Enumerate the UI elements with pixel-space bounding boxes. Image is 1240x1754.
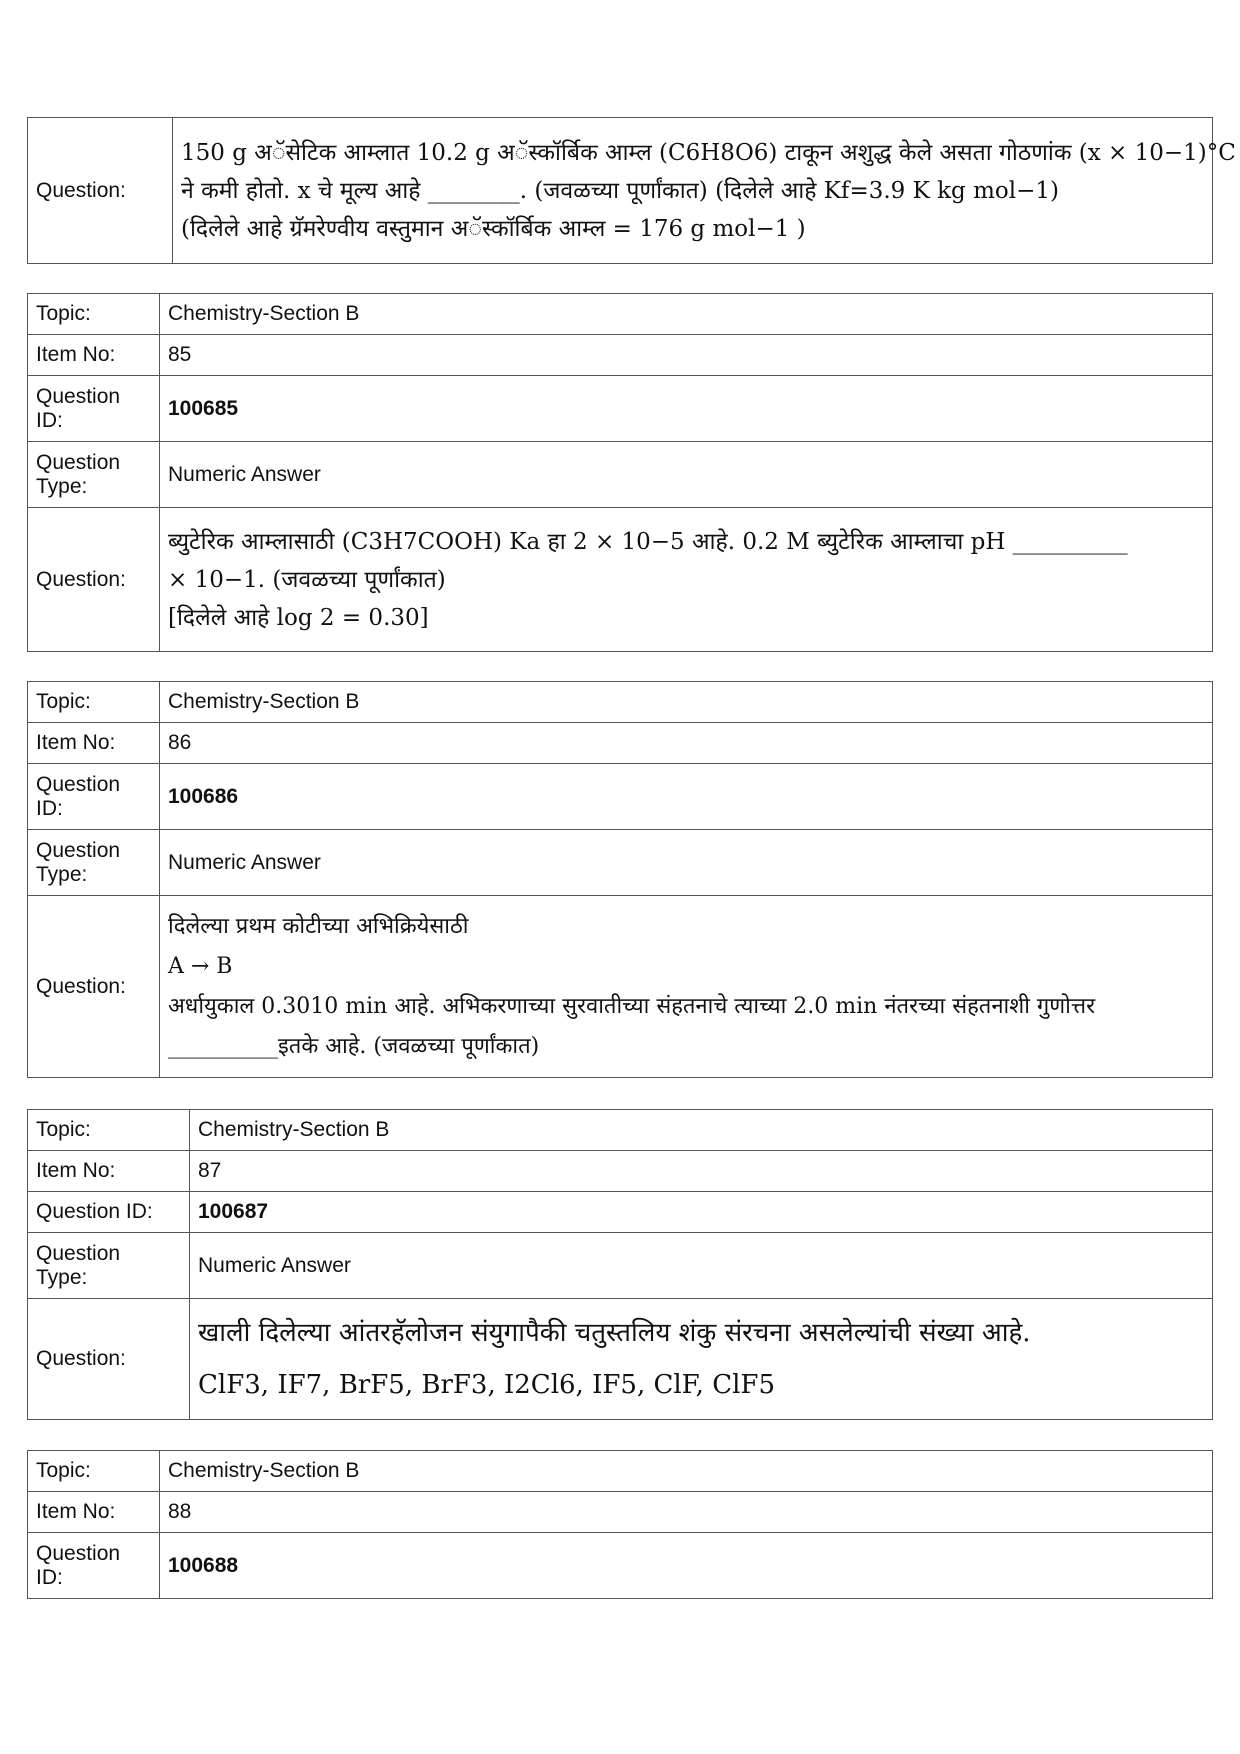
question-line: (दिलेले आहे ग्रॅमरेण्वीय वस्तुमान अॅस्कॉर्बिक आम्ल = 176 g mol−1 ): [181, 215, 806, 242]
item-no-value: 85: [160, 335, 1213, 376]
question-block-86: [27, 681, 1213, 1078]
question-block-88: [27, 1450, 1213, 1599]
item-no-value: 87: [190, 1151, 1213, 1192]
question-type-label: Question Type:: [28, 1233, 190, 1299]
question-type-label: Question Type:: [28, 830, 160, 896]
question-id-value: 100687: [190, 1192, 1213, 1233]
question-line: [दिलेले आहे log 2 = 0.30]: [168, 604, 429, 631]
question-line: ब्युटेरिक आम्लासाठी (C3H7COOH) Ka हा 2 × 10−5 आहे. 0.2 M ब्युटेरिक आम्लाचा pH __________: [168, 528, 1128, 555]
question-line: ने कमी होतो. x चे मूल्य आहे ________. (जवळच्या पूर्णांकात) (दिलेले आहे Kf=3.9 K kg mol−1): [181, 177, 1059, 204]
topic-label: Topic:: [28, 682, 160, 723]
question-text: [160, 508, 1213, 652]
topic-label: Topic:: [28, 1110, 190, 1151]
question-line: ClF3, IF7, BrF5, BrF3, I2Cl6, IF5, ClF, ClF5: [198, 1370, 775, 1400]
question-line: 150 g अॅसेटिक आम्लात 10.2 g अॅस्कॉर्बिक आम्ल (C6H8O6) टाकून अशुद्ध केले असता गोठणांक (x × 10−1)°C: [181, 139, 1236, 166]
topic-value: Chemistry-Section B: [160, 682, 1213, 723]
topic-label: Topic:: [28, 294, 160, 335]
item-no-value: 86: [160, 723, 1213, 764]
question-label: Question:: [28, 118, 173, 264]
question-type-label: Question Type:: [28, 442, 160, 508]
topic-label: Topic:: [28, 1451, 160, 1492]
question-id-label: Question ID:: [28, 376, 160, 442]
question-id-label: Question ID:: [28, 764, 160, 830]
question-type-value: Numeric Answer: [160, 830, 1213, 896]
question-line: अर्धायुकाल 0.3010 min आहे. अभिकरणाच्या सुरवातीच्या संहतनाचे त्याच्या 2.0 min नंतरच्या संहतनाशी गुणोत्तर: [168, 993, 1096, 1019]
item-no-label: Item No:: [28, 723, 160, 764]
item-no-label: Item No:: [28, 1151, 190, 1192]
question-line: A → B: [168, 953, 233, 979]
question-id-value: 100688: [160, 1533, 1213, 1599]
item-no-value: 88: [160, 1492, 1213, 1533]
question-line: दिलेल्या प्रथम कोटीच्या अभिक्रियेसाठी: [168, 913, 469, 939]
question-text: [160, 896, 1213, 1078]
question-id-label: Question ID:: [28, 1192, 190, 1233]
item-no-label: Item No:: [28, 1492, 160, 1533]
item-no-label: Item No:: [28, 335, 160, 376]
question-block-0: [27, 117, 1236, 264]
topic-value: Chemistry-Section B: [160, 294, 1213, 335]
question-label: Question:: [28, 1299, 190, 1420]
question-id-label: Question ID:: [28, 1533, 160, 1599]
question-id-value: 100685: [160, 376, 1213, 442]
question-label: Question:: [28, 896, 160, 1078]
question-block-85: [27, 293, 1213, 652]
question-type-value: Numeric Answer: [190, 1233, 1213, 1299]
topic-value: Chemistry-Section B: [190, 1110, 1213, 1151]
question-block-87: [27, 1109, 1213, 1420]
question-id-value: 100686: [160, 764, 1213, 830]
question-line: खाली दिलेल्या आंतरहॅलोजन संयुगापैकी चतुस्तलिय शंकु संरचना असलेल्यांची संख्या आहे.: [198, 1318, 1031, 1348]
question-line: × 10−1. (जवळच्या पूर्णांकात): [168, 566, 446, 593]
question-text: [190, 1299, 1213, 1420]
topic-value: Chemistry-Section B: [160, 1451, 1213, 1492]
question-label: Question:: [28, 508, 160, 652]
question-line: __________इतके आहे. (जवळच्या पूर्णांकात): [168, 1033, 540, 1059]
question-text: [173, 118, 1236, 264]
question-type-value: Numeric Answer: [160, 442, 1213, 508]
